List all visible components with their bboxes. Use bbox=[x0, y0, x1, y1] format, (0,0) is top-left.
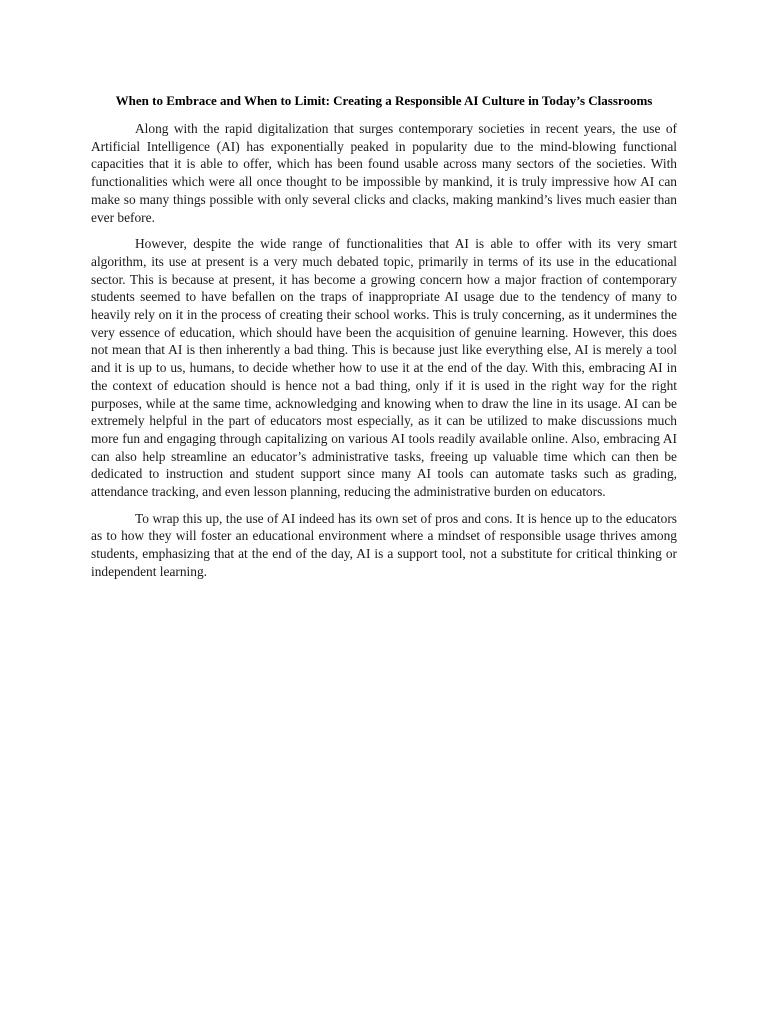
paragraph-introduction: Along with the rapid digitalization that surges contemporary societies in recent years, the use of Artificial Intelligence (AI) has exponentially peaked in popularity due to the mind-blowing functional capacities that it is able to offer, which has been found usable across many sectors of the societies. With functionalities which were all once thought to be impossible by mankind, it is truly impressive how AI can make so many things possible with only several clicks and clacks, making mankind’s lives much easier than ever before. bbox=[91, 121, 677, 225]
paragraph-conclusion: To wrap this up, the use of AI indeed has its own set of pros and cons. It is hence up to the educators as to how they will foster an educational environment where a mindset of responsible usage thrives among students, emphasizing that at the end of the day, AI is a support tool, not a substitute for critical thinking or independent learning. bbox=[91, 510, 677, 579]
paragraph-body: However, despite the wide range of functionalities that AI is able to offer with its very smart algorithm, its use at present is a very much debated topic, primarily in terms of its use in the educational sector. This is because at present, it has become a growing concern how a major fraction of contemporary students seemed to have befallen on the traps of inappropriate AI usage due to the tendency of many to heavily rely on it in the process of creating their school works. This is truly concerning, as it undermines the very essence of education, which should have been the acquisition of genuine learning. However, this does not mean that AI is then inherently a bad thing. This is because just like everything else, AI is merely a tool and it is up to us, humans, to decide whether how to use it at the end of the day. With this, embracing AI in the context of education should is hence not a bad thing, only if it is used in the right way for the right purposes, while at the same time, acknowledging and knowing when to draw the line in its usage. AI can be extremely helpful in the part of educators most especially, as it can be utilized to make discussions much more fun and engaging through capitalizing on various AI tools readily available online. Also, embracing AI can also help streamline an educator’s administrative tasks, freeing up valuable time which can then be dedicated to instruction and student support since many AI tools can automate tasks such as grading, attendance tracking, and even lesson planning, reducing the administrative burden on educators. bbox=[91, 236, 677, 500]
document-title: When to Embrace and When to Limit: Creating a Responsible AI Culture in Today’s Classrooms bbox=[115, 93, 653, 108]
